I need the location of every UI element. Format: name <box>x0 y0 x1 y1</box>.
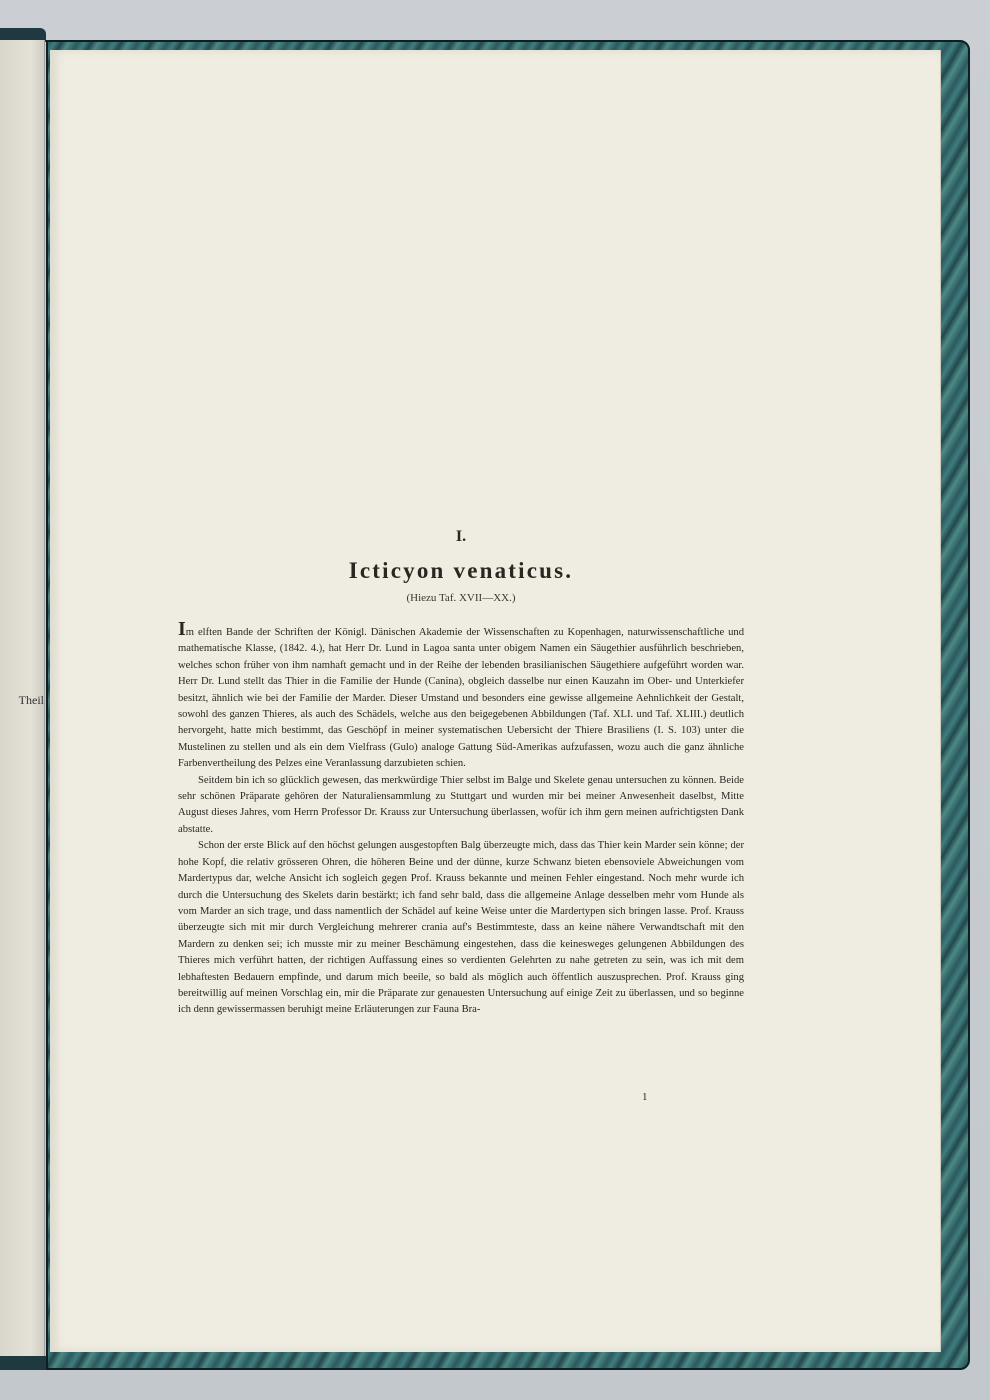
page-title: Icticyon venaticus. <box>348 558 574 583</box>
paragraph-3: Schon der erste Blick auf den höchst gelungen ausgestopften Balg überzeugte mich, dass das Thier kein Marder sein könne; der hohe Kopf, die relativ grösseren Ohren, die höheren Beine und der dünne, kurze Schwanz bieten ebensoviele Abweichungen vom Mardertypus dar, welche Ansicht ich sogleich gegen Prof. Krauss bekannte und meinen Fehler eingestand. Noch mehr wurde ich durch die Untersuchung des Skelets darin bestärkt; ich fand sehr bald, dass die allgemeine Anlage desselben mehr vom Hunde als vom Marder an sich trage, und dass namentlich der Schädel auf keine Weise unter die Mardertypen sich bringen lasse. Prof. Krauss überzeugte sich mit mir durch Vergleichung mehrerer crania auf's Bestimmteste, dass an keine nähere Verwandtschaft mit den Mardern zu denken sei; ich musste mir zu meiner Beschämung eingestehen, dass die keinesweges gelungenen Abbildungen des Thieres mich verführt hatten, der richtigen Auffassung eines so verdienten Gelehrten zu nahe getreten zu sein, was ich mit dem lebhaftesten Bedauern empfinde, und darum mich beeile, so bald als möglich auch öffentlich auszusprechen. Prof. Krauss ging bereitwillig auf meinen Vorschlag ein, mir die Präparate zur genauesten Untersuchung auf einige Zeit zu überlassen, und so beginne ich denn gewissermassen beruhigt meine Erläuterungen zur Fauna Bra- <box>178 840 744 1016</box>
paragraph-1 <box>178 618 744 773</box>
book-page <box>50 50 941 1352</box>
left-page-text-fragment: Theil <box>18 693 44 707</box>
left-book-cover-edge-bottom <box>0 1356 46 1370</box>
paragraph-2: Seitdem bin ich so glücklich gewesen, das merkwürdige Thier selbst im Balge und Skelete genau untersuchen zu können. Beide sehr schönen Präparate gehören der Naturaliensammlung zu Stuttgart und wurden mir bei meiner Anwesenheit daselbst, Mitte August dieses Jahres, vom Herrn Professor Dr. Krauss zur Untersuchung überlassen, wofür ich ihm gern meinen aufrichtigsten Dank abstatte. <box>178 774 744 835</box>
plate-reference: (Hiezu Taf. XVII—XX.) <box>406 592 516 604</box>
page-content <box>178 528 744 1019</box>
paragraph-1-text: m elften Bande der Schriften der Königl. Dänischen Akademie der Wissenschaften zu Kopenhagen, naturwissenschaftliche und mathematische Klasse, (1842. 4.), hat Herr Dr. Lund in Lagoa santa unter obigem Namen ein Säugethier ausführlich beschrieben, welches schon früher von ihm namhaft gemacht und in der Reihe der lebenden brasilianischen Säugethiere aufgeführt worden war. Herr Dr. Lund stellt das Thier in die Familie der Hunde (Canina), obgleich dasselbe nur einen Kauzahn im Ober- und Unterkiefer besitzt, ähnlich wie bei der Familie der Marder. Dieser Umstand und besonders eine gewisse allgemeine Aehnlichkeit der Gestalt, sowohl des ganzen Thieres, als auch des Schädels, welche aus den beigegebenen Abbildungen (Taf. XLI. und Taf. XLIII.) deutlich hervorgeht, hatte mich bestimmt, das Geschöpf in meiner systematischen Uebersicht der Thiere Brasiliens (I. S. 103) unter die Mustelinen zu stellen und als ein dem Vielfrass (Gulo) analoge Gattung Süd-Amerikas aufzufassen, wozu auch die ganz ähnliche Farbenvertheilung des Pelzes eine Veranlassung darzubieten schien. <box>178 627 744 770</box>
page-number: 1 <box>642 1091 648 1103</box>
drop-cap: I <box>178 618 186 640</box>
section-numeral: I. <box>455 528 467 545</box>
